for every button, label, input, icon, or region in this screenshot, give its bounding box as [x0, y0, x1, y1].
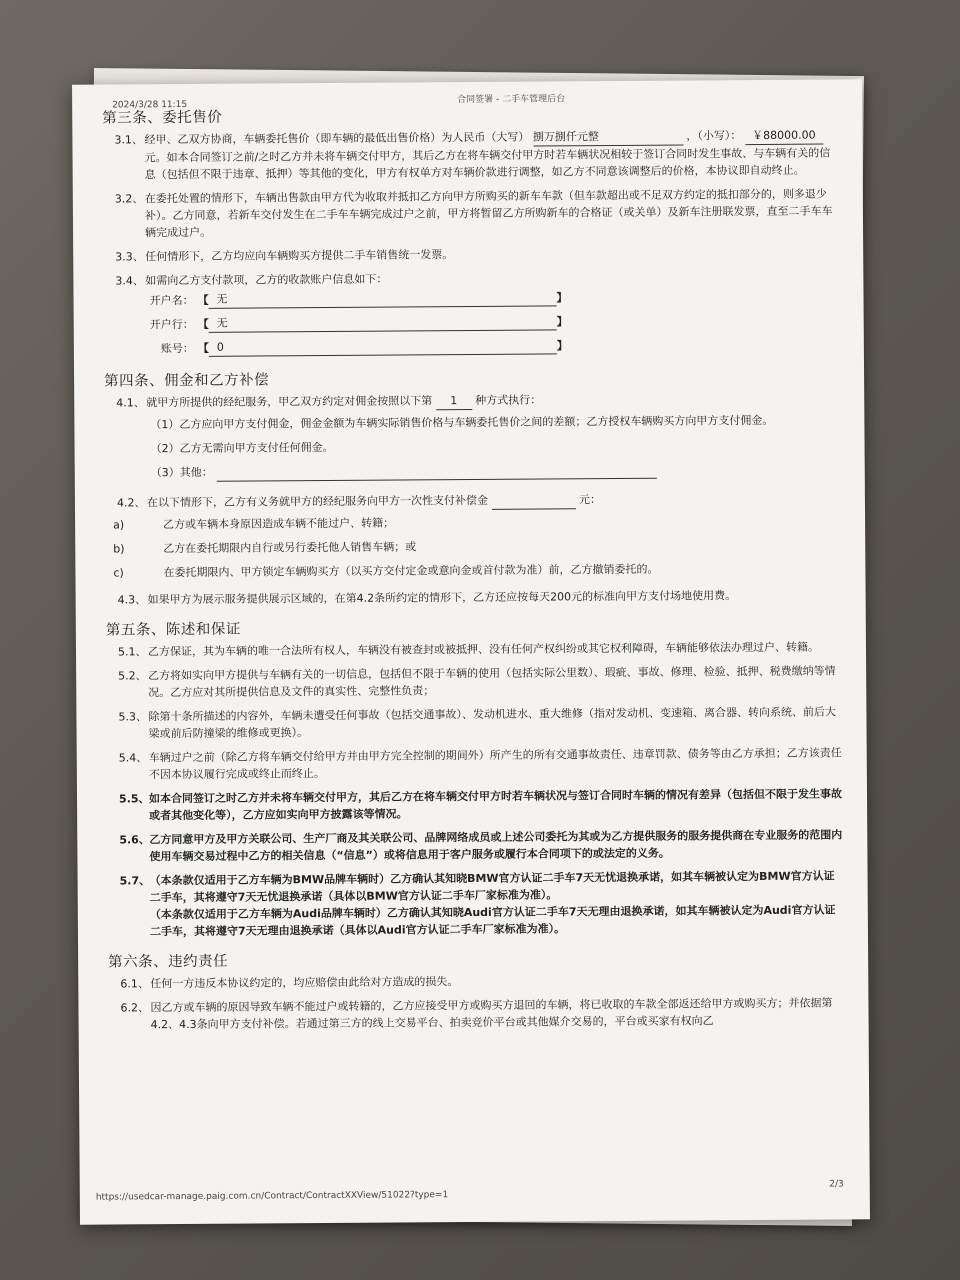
clause-4-1: 4.1、 就甲方所提供的经纪服务，甲乙双方约定对佣金按照以下第 1 种方式执行：	[116, 393, 542, 410]
clause-3-3: 3.3、 任何情形下，乙方均应向车辆购买方提供二手车销售统一发票。	[115, 248, 454, 264]
clause-5-4: 5.4、 车辆过户之前（除乙方将车辆交付给甲方并由甲方完全控制的期间外）所产生的所有交通事故责任、违章罚款、债务等由乙方承担；乙方该责任不因本协议履行完成或终止而终止。	[118, 746, 842, 782]
clause-5-7: 5.7、 （本条款仅适用于乙方车辆为BMW品牌车辆时）乙方确认其知晓BMW官方认证二手车7天无忧退换承诺，如其车辆被认定为BMW官方认证二手车，其将遵守7天无忧退换承诺（具体以BMW官方认证二手车厂家标准为准）。 （本条款仅适用于乙方车辆为Audi品牌车辆时）乙方确认其知晓Audi官方认证二手车7天无理由退换承诺，如其车辆被认定为Audi官方认证二手车，其将遵守7天无理由退换承诺（具体以Audi官方认证二手车厂家标准为准）。	[119, 869, 836, 939]
condition-a: a) 乙方或车辆本身原因造成车辆不能过户、转籍；	[113, 516, 395, 532]
price-lowercase: ￥88000.00	[745, 127, 823, 146]
commission-option-1: （1）乙方应向甲方支付佣金，佣金金额为车辆实际销售价格与车辆委托售价之间的差额；乙方授权车辆购买方向甲方支付佣金。	[150, 413, 774, 432]
clause-5-6: 5.6、 乙方同意甲方及甲方关联公司、生产厂商及其关联公司、品牌网络成员或上述公司委托为其或为乙方提供服务的服务提供商在专业服务的范围内使用车辆交易过程中乙方的相关信息（“信息”）或将信息用于客户服务或履行本合同项下的或法定的义务。	[119, 828, 843, 864]
condition-c: c) 在委托期限内、甲方锁定车辆购买方（以买方交付定金或意向金或首付款为准）前，乙方撤销委托的。	[113, 562, 659, 580]
print-url: https://usedcar-manage.paig.com.cn/Contract/ContractXXView/51022?type=1	[95, 1190, 449, 1203]
clause-3-4: 3.4、 如需向乙方支付款项，乙方的收款账户信息如下：	[115, 272, 388, 288]
clause-3-2: 3.2、 在委托处置的情形下，车辆出售款由甲方代为收取并抵扣乙方向甲方所购买的新车车款（但车款超出或不足双方约定的抵扣部分的，则多退少补）。乙方同意，若新车交付发生在二手车车辆完成过户之前，甲方将暂留乙方所购新车的合格证（或关单）及新车注册联发票，直至二手车车辆完成过户。	[114, 187, 833, 240]
section-6-title: 第六条、违约责任	[108, 953, 229, 971]
account-name-row: 开户名： 【 无 】	[141, 286, 839, 309]
clause-5-5: 5.5、 如本合同签订之时乙方并未将车辆交付甲方，其后乙方在将车辆交付甲方时若车辆状况与签订合同时车辆的情况有差异（包括但不限于发生事故或者其他变化等），乙方应如实向甲方披露该等情况。	[118, 787, 843, 823]
clause-6-1: 6.1、 任何一方违反本协议约定的，均应赔偿由此给对方造成的损失。	[120, 975, 459, 991]
commission-option-2: （2）乙方无需向甲方支付任何佣金。	[150, 440, 334, 456]
clause-4-2: 4.2、 在以下情形下，乙方有义务就甲方的经纪服务向甲方一次性支付补偿金 元：	[116, 493, 601, 510]
account-number-value: 0	[209, 336, 557, 356]
clause-3-1: 3.1、 经甲、乙双方协商，车辆委托售价（即车辆的最低出售价格）为人民币（大写） 捌万捌仟元整 ，（小写）： ￥88000.00 元。如本合同签订之前/之时乙方并未将车辆交付甲方，其后乙方在将车辆交付甲方时若车辆状况相较于签订合同时发生事故、与车辆有关的信息（包括但不限于违章、抵押）等其他的变化，甲方有权单方对车辆价款进行调整，如乙方不同意该调整后的价格，本协议即自动终止。	[102, 126, 838, 183]
account-bank-value: 无	[209, 312, 557, 332]
price-uppercase: 捌万捌仟元整	[533, 128, 683, 147]
clause-5-1: 5.1、 乙方保证，其为车辆的唯一合法所有权人，车辆没有被查封或被抵押、没有任何产权纠纷或其它权利障碍，车辆能够依法办理过户、转籍。	[117, 640, 820, 659]
account-number-row: 账号： 【 0 】	[142, 334, 840, 357]
commission-option: 1	[436, 392, 472, 410]
clause-5-3: 5.3、 除第十条所描述的内容外，车辆未遭受任何事故（包括交通事故）、发动机进水、重大维修（指对发动机、变速箱、离合器、转向系统、前后大梁或前后防撞梁的维修或更换）。	[118, 705, 836, 741]
contract-body	[102, 105, 844, 1040]
print-date: 2024/3/28 11:15	[112, 99, 188, 111]
section-4-title: 第四条、佣金和乙方补偿	[104, 372, 270, 390]
print-title: 合同签署 - 二手车管理后台	[457, 94, 566, 106]
clause-5-2: 5.2、 乙方将如实向甲方提供与车辆有关的一切信息，包括但不限于车辆的使用（包括实际公里数）、瑕疵、事故、修理、检验、抵押、税费缴纳等情况。乙方应对其所提供信息及文件的真实性、完整性负责；	[118, 664, 836, 700]
condition-b: b) 乙方在委托期限内自行或另行委托他人销售车辆；或	[113, 540, 417, 556]
account-bank-row: 开户行： 【 无 】	[142, 310, 840, 333]
clause-6-2: 6.2、 因乙方或车辆的原因导致车辆不能过户或转籍的，乙方应接受甲方或购买方退回的车辆，将已收取的车款全部返还给甲方或购买方；并依据第4.2、4.3条向甲方支付补偿。若通过第三方的线上交易平台、拍卖竞价平台或其他媒介交易的，平台或买家有权向乙	[120, 996, 833, 1032]
clause-4-3: 4.3、 如果甲方为展示服务提供展示区域的，在第4.2条所约定的情形下，乙方还应按每天200元的标准向甲方支付场地使用费。	[117, 589, 737, 607]
commission-option-3: （3）其他：	[105, 459, 841, 482]
section-5-title: 第五条、陈述和保证	[105, 621, 241, 639]
section-3-title: 第三条、委托售价	[102, 109, 223, 127]
page-number: 2/3	[829, 1179, 844, 1190]
print-footer	[80, 1179, 870, 1207]
account-name-value: 无	[208, 288, 556, 308]
contract-page	[72, 79, 870, 1224]
